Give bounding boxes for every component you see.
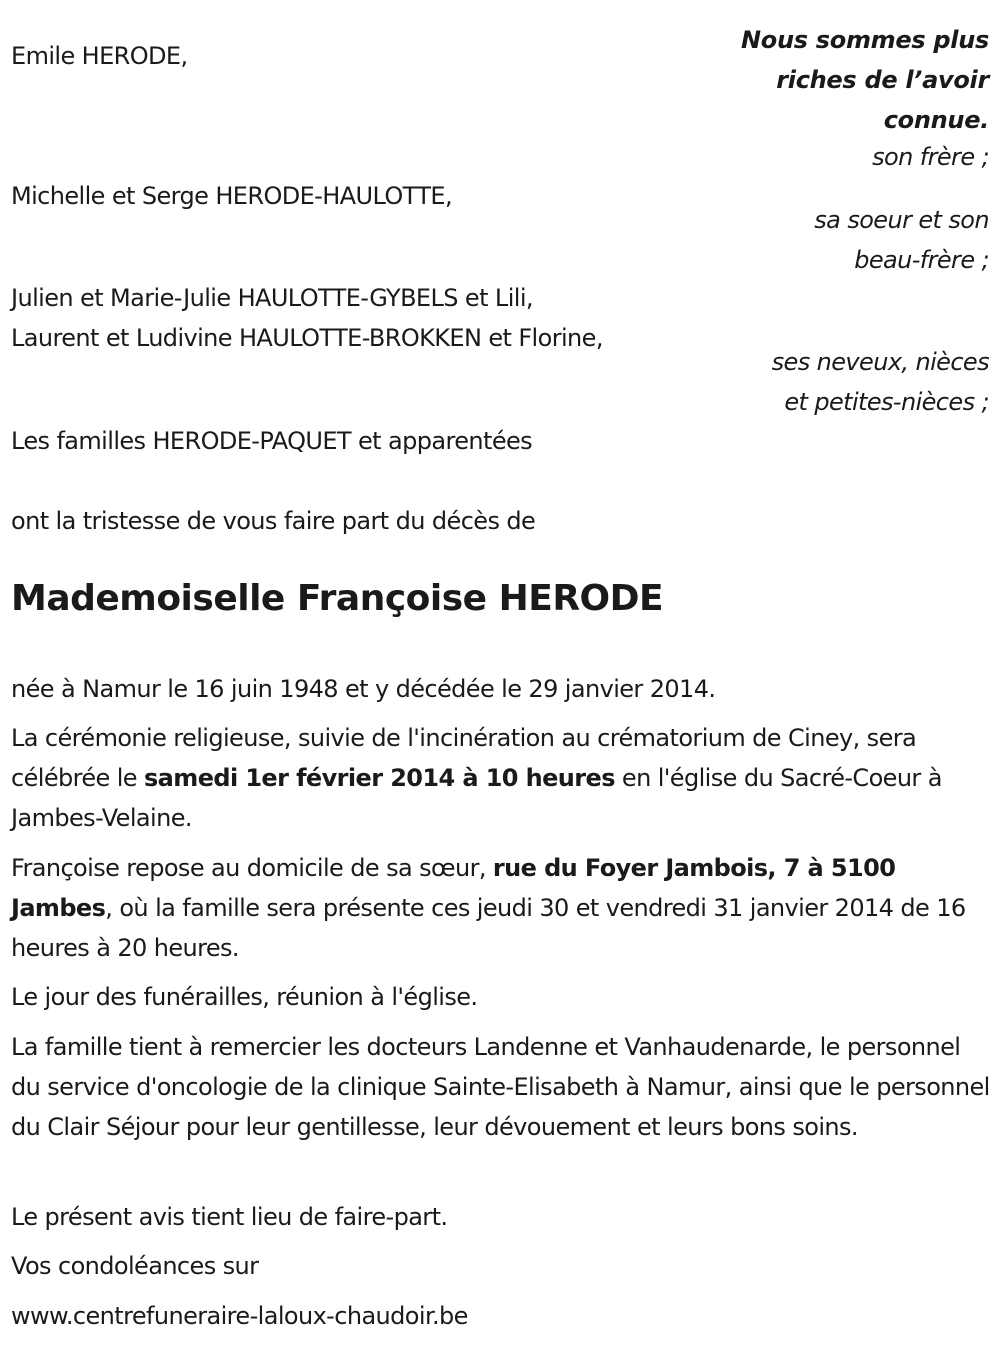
- quote-line-2: riches de l’avoir: [776, 66, 989, 94]
- deceased-name: Mademoiselle Françoise HERODE: [11, 578, 664, 619]
- ceremony-paragraph: [11, 718, 996, 838]
- thanks-paragraph: La famille tient à remercier les docteurs Landenne et Vanhaudenarde, le personnel du service d'oncologie de la clinique Sainte-Elisabeth à Namur, ainsi que le personnel du Clair Séjour pour leur gentillesse, leur dévouement et leurs bons soins.: [11, 1033, 990, 1141]
- condolences-label: Vos condoléances sur: [11, 1252, 259, 1280]
- family-names: Laurent et Ludivine HAULOTTE-BROKKEN et Florine,: [11, 324, 603, 352]
- viewing-text: Françoise repose au domicile de sa sœur,: [11, 854, 493, 882]
- family-relation: beau-frère ;: [854, 246, 989, 274]
- viewing-paragraph: [11, 848, 996, 968]
- family-relation: son frère ;: [872, 143, 989, 171]
- family-relation: sa soeur et son: [814, 206, 989, 234]
- viewing-address: rue du Foyer Jambois, 7 à 5100 Jambes: [11, 854, 896, 922]
- viewing-times: , où la famille sera présente ces jeudi 30 et vendredi 31 janvier 2014 de 16 heures à 20 heures.: [11, 894, 966, 962]
- family-names: Michelle et Serge HERODE-HAULOTTE,: [11, 182, 452, 210]
- website-link[interactable]: www.centrefuneraire-laloux-chaudoir.be: [11, 1302, 468, 1330]
- birth-death: née à Namur le 16 juin 1948 et y décédée le 29 janvier 2014.: [11, 675, 716, 703]
- ceremony-text: La cérémonie religieuse, suivie de l'incinération au crématorium de Ciney, sera célébrée le: [11, 724, 917, 792]
- announcement: ont la tristesse de vous faire part du décès de: [11, 507, 536, 535]
- family-names: Emile HERODE,: [11, 42, 188, 70]
- family-relation: et petites-nièces ;: [784, 388, 989, 416]
- quote-line-1: Nous sommes plus: [741, 26, 989, 54]
- family-relation: ses neveux, nièces: [771, 348, 989, 376]
- notice: Le présent avis tient lieu de faire-part.: [11, 1203, 448, 1231]
- ceremony-location: en l'église du Sacré-Coeur à Jambes-Velaine.: [11, 764, 942, 832]
- quote-line-3: connue.: [883, 106, 989, 134]
- ceremony-datetime: samedi 1er février 2014 à 10 heures: [144, 764, 615, 792]
- funeral-day: Le jour des funérailles, réunion à l'église.: [11, 983, 478, 1011]
- family-names: Les familles HERODE-PAQUET et apparentées: [11, 427, 533, 455]
- family-names: Julien et Marie-Julie HAULOTTE-GYBELS et Lili,: [11, 284, 533, 312]
